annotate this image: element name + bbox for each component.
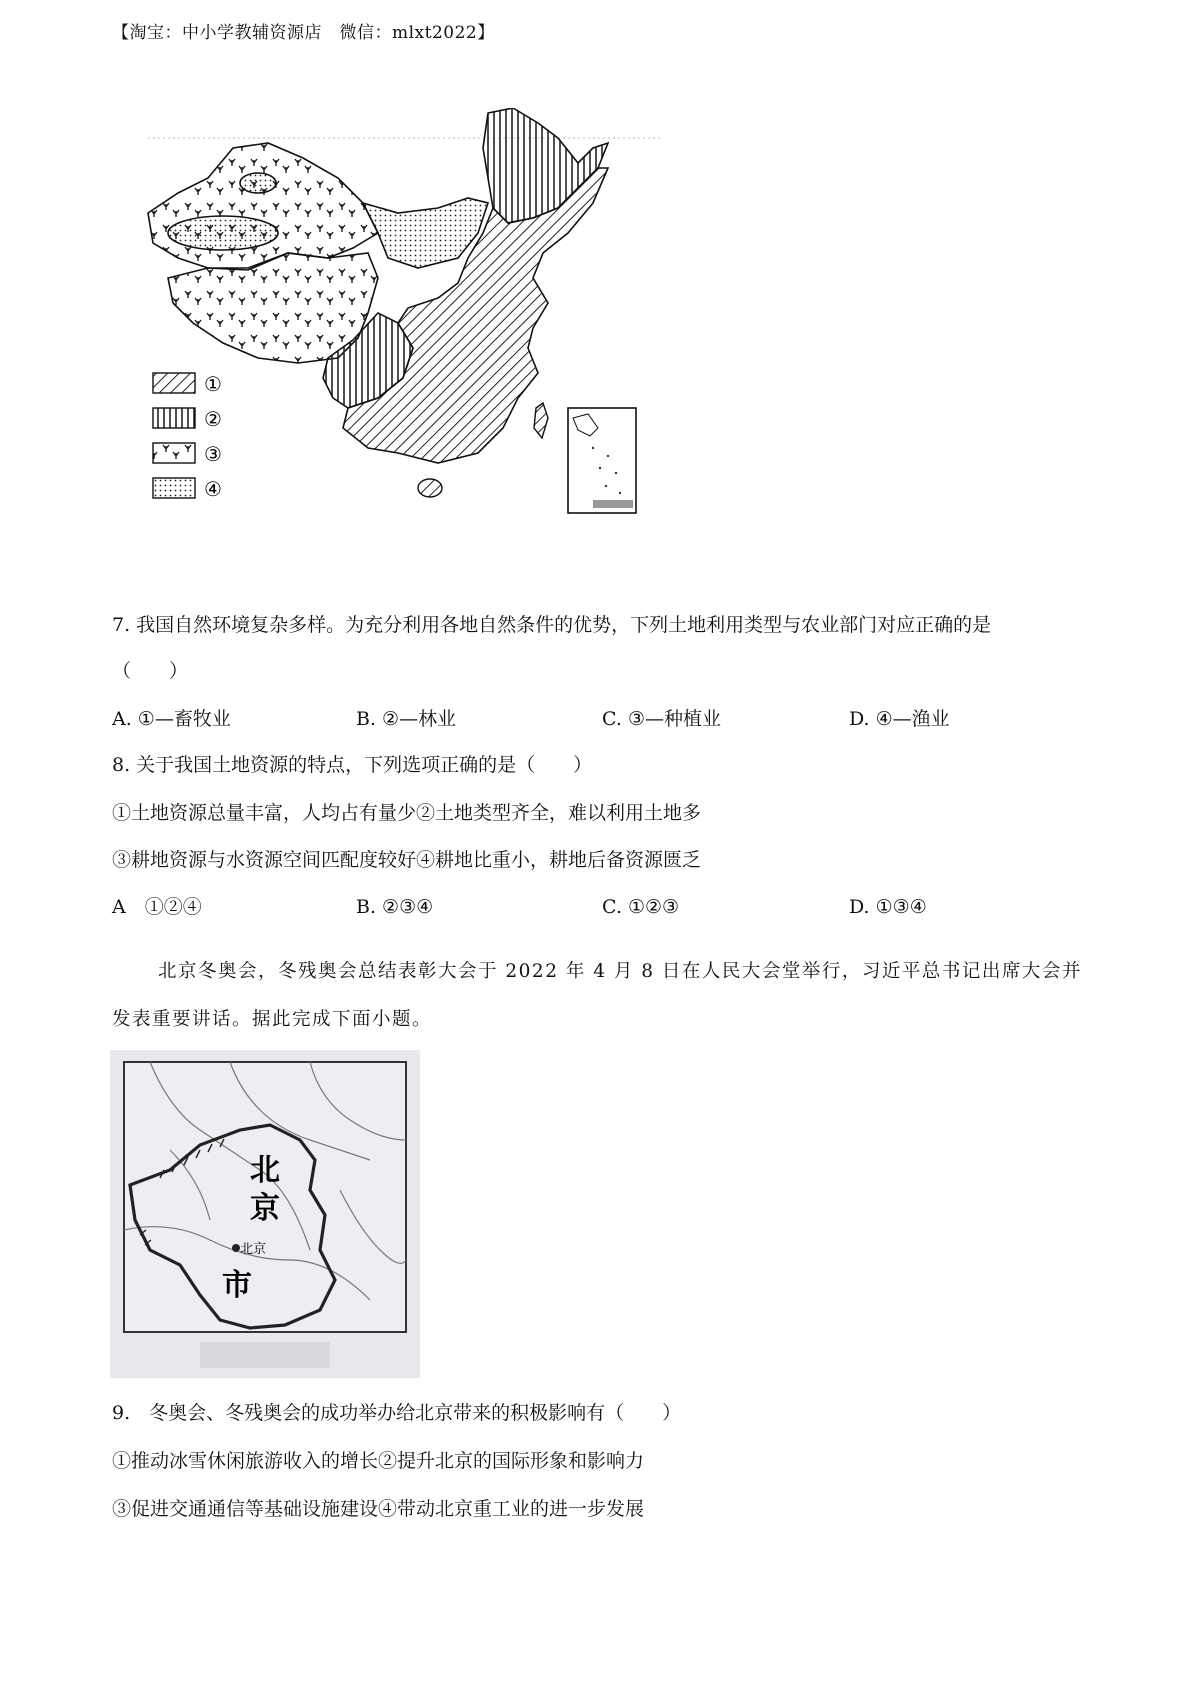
legend-label-1: ①: [204, 372, 222, 396]
q8-stem: 8. 关于我国土地资源的特点，下列选项正确的是（ ）: [112, 754, 593, 776]
q8-option-d: D. ①③④: [849, 896, 927, 918]
q9-statement-2: ③促进交通通信等基础设施建设④带动北京重工业的进一步发展: [112, 1498, 645, 1520]
china-land-use-map: [138, 108, 728, 560]
legend-label-4: ④: [204, 477, 222, 501]
map-label-bei: 北: [250, 1153, 280, 1188]
beijing-city-marker: [232, 1244, 240, 1252]
q8-statement-2: ③耕地资源与水资源空间匹配度较好④耕地比重小，耕地后备资源匮乏: [112, 849, 702, 871]
q8-statement-1: ①土地资源总量丰富，人均占有量少②土地类型齐全，难以利用土地多: [112, 802, 702, 824]
page-header: 【淘宝：中小学教辅资源店 微信：mlxt2022】: [112, 23, 495, 43]
q7-option-a: A. ①—畜牧业: [112, 708, 231, 730]
q7-option-c: C. ③—种植业: [602, 708, 721, 730]
beijing-map: [110, 1050, 420, 1378]
legend-label-2: ②: [204, 407, 222, 431]
q8-option-c: C. ①②③: [602, 896, 680, 918]
q8-option-b: B. ②③④: [356, 896, 434, 918]
q7-stem: 7. 我国自然环境复杂多样。为充分利用各地自然条件的优势，下列土地利用类型与农业部门对应正确的是: [112, 614, 992, 636]
q9-statement-1: ①推动冰雪休闲旅游收入的增长②提升北京的国际形象和影响力: [112, 1450, 645, 1472]
passage-line-1: 北京冬奥会，冬残奥会总结表彰大会于 2022 年 4 月 8 日在人民大会堂举行，习近平总书记出席大会并: [158, 961, 1082, 982]
map-label-shi: 市: [222, 1268, 252, 1303]
q8-option-a: A ①②④: [112, 896, 202, 918]
map-label-jing: 京: [250, 1191, 280, 1226]
q7-option-b: B. ②—林业: [356, 708, 457, 730]
map-city-label: 北京: [240, 1242, 267, 1257]
map-legend: [153, 372, 222, 501]
q9-stem: 9. 冬奥会、冬残奥会的成功举办给北京带来的积极影响有（ ）: [112, 1402, 682, 1424]
q7-bracket: （ ）: [112, 660, 189, 682]
passage-line-2: 发表重要讲话。据此完成下面小题。: [112, 1009, 433, 1030]
q7-option-d: D. ④—渔业: [849, 708, 950, 730]
legend-label-3: ③: [204, 442, 222, 466]
